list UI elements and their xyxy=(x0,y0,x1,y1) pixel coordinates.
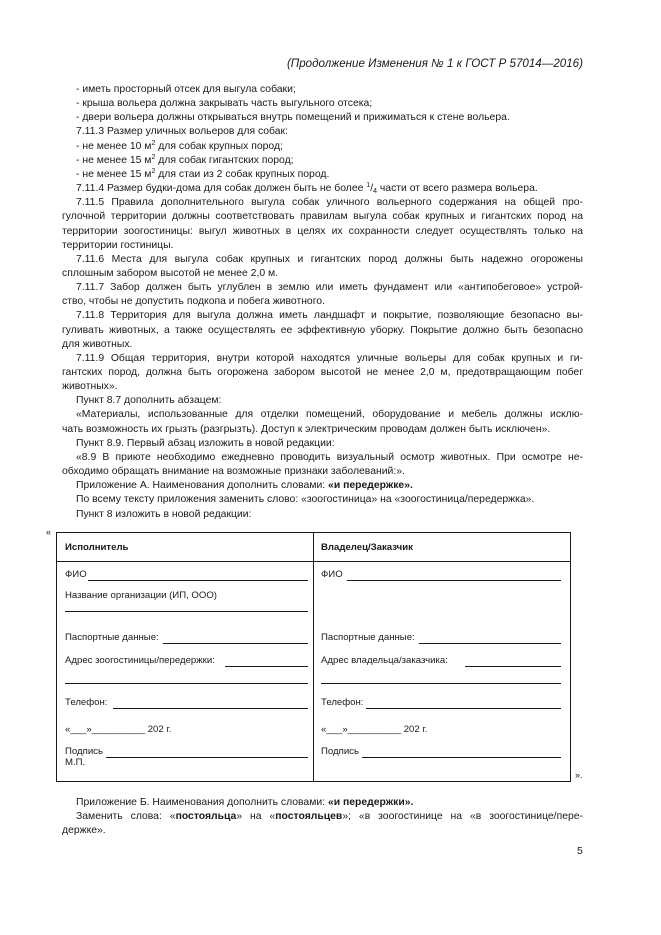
executor-date-field[interactable]: «___»__________ 202 г. xyxy=(65,724,172,735)
owner-address-label: Адрес владельца/заказчика: xyxy=(321,655,448,666)
clause-7-11-4: 7.11.4 Размер будки-дома для собак должен быть не более $^1/_4$ части от всего размера вольера. xyxy=(76,182,538,196)
text: » на « xyxy=(236,811,276,823)
column-divider xyxy=(313,533,314,781)
text: для стаи из 2 собак крупных пород. xyxy=(155,168,330,180)
text: части от всего размера вольера. xyxy=(376,183,538,195)
clause-7-11-5: 7.11.5 Правила дополнительного выгула собак уличного вольерного содержания на общей про- xyxy=(76,197,583,209)
list-item xyxy=(62,140,583,154)
owner-address-field[interactable] xyxy=(465,666,561,667)
owner-passport-label: Паспортные данные: xyxy=(321,632,415,643)
clause-7-11-6: 7.11.6 Места для выгула собак крупных и гигантских пород должны быть надежно огорожены xyxy=(76,253,583,265)
running-header: (Продолжение Изменения № 1 к ГОСТ Р 57014—2016) xyxy=(286,57,583,70)
amendment-8-7: Пункт 8.7 дополнить абзацем: xyxy=(76,395,222,407)
replace-words-line xyxy=(62,810,583,824)
text-line: территории гостиницы. xyxy=(62,239,174,251)
fraction-numerator: 1 xyxy=(366,182,371,190)
bold-text: постояльцев xyxy=(275,811,343,823)
contract-form-table xyxy=(56,532,571,782)
text: для собак гигантских пород; xyxy=(155,154,294,166)
clause-7-11-7: 7.11.7 Забор должен быть углублен в землю или иметь фундамент или «антипобеговое» устрой- xyxy=(76,282,583,294)
executor-phone-field[interactable] xyxy=(113,708,308,709)
owner-fio-label: ФИО xyxy=(321,569,343,580)
text-line: По всему тексту приложения заменить слово: «зоогостиница» на «зоогостиница/передержка». xyxy=(76,494,535,506)
executor-phone-label: Телефон: xyxy=(65,697,108,708)
quoted-text: «8.9 В приюте необходимо ежедневно проводить визуальный осмотр животных. При осмотре не- xyxy=(76,451,583,463)
text-line: гантских пород, должна быть огорожена забором высотой не менее 2,0 м, предотвращающим побег xyxy=(62,367,583,378)
executor-signature-label: Подпись xyxy=(65,746,103,757)
stamp-label: М.П. xyxy=(65,757,86,768)
appendix-a-amendment xyxy=(62,479,583,493)
owner-phone-label: Телефон: xyxy=(321,697,364,708)
executor-passport-field[interactable] xyxy=(163,643,308,644)
page-number: 5 xyxy=(577,846,583,857)
column-header-executor: Исполнитель xyxy=(65,542,129,553)
text-line: чать возможность их грызть (разгрызть). Доступ к электрическим проводам должен быть исключен». xyxy=(62,423,551,435)
executor-fio-label: ФИО xyxy=(65,569,87,580)
executor-address-label: Адрес зоогостиницы/передержки: xyxy=(65,655,215,666)
executor-org-field[interactable] xyxy=(65,611,308,612)
owner-fio-field[interactable] xyxy=(347,580,561,581)
body-text xyxy=(62,83,583,522)
owner-passport-field[interactable] xyxy=(419,643,561,644)
clause-7-11-3: 7.11.3 Размер уличных вольеров для собак: xyxy=(76,126,288,138)
executor-org-label: Название организации (ИП, ООО) xyxy=(65,590,218,601)
open-quote: « xyxy=(46,527,52,537)
executor-fio-field[interactable] xyxy=(88,580,308,581)
text-line: обходимо обращать внимание на возможные признаки заболеваний:». xyxy=(62,466,405,478)
superscript: 2 xyxy=(151,139,156,147)
text-line: территории зоогостиницы: выгул животных в целях их сохранности следует осуществлять только на xyxy=(62,225,583,237)
list-item xyxy=(62,168,583,182)
executor-address-field-2[interactable] xyxy=(65,683,308,684)
amendment-8-9: Пункт 8.9. Первый абзац изложить в новой редакции: xyxy=(76,437,335,449)
bold-text: «и передержке». xyxy=(328,480,413,492)
clause-7-11-9: 7.11.9 Общая территория, внутри которой находятся уличные вольеры для собак крупных и ги- xyxy=(76,352,583,364)
owner-signature-label: Подпись xyxy=(321,746,359,757)
quoted-text: «Материалы, использованные для отделки помещений, оборудование и мебель должны исклю- xyxy=(76,409,583,421)
text-line: держке». xyxy=(62,825,106,837)
text-line: гуливать животных, а также осуществлять ее эффективную уборку. Покрытие должно быть безопасно xyxy=(62,324,583,336)
executor-passport-label: Паспортные данные: xyxy=(65,632,159,643)
text: - не менее 10 м xyxy=(76,140,152,152)
bold-text: «и передержки». xyxy=(327,797,414,808)
list-item xyxy=(62,154,583,168)
text-line: животных». xyxy=(62,381,118,393)
executor-signature-field[interactable] xyxy=(106,757,308,758)
text-line: Пункт 8 изложить в новой редакции: xyxy=(76,508,252,520)
list-item: - двери вольера должны открываться внутрь помещений и прижиматься к стене вольера. xyxy=(76,112,510,124)
text: »; «в зоогостинице на «в зоогостинице/пере- xyxy=(342,811,583,823)
owner-address-field-2[interactable] xyxy=(321,683,561,684)
text-line: гулочной территории должны соответствовать правилам выгула собак крупных и гигантских пород на xyxy=(62,211,583,223)
text-line: ство, чтобы не допустить подкопа и побега животного. xyxy=(62,296,325,308)
text: Приложение А. Наименования дополнить словами: xyxy=(76,480,329,492)
text-line: для животных. xyxy=(62,338,133,350)
executor-address-field[interactable] xyxy=(225,666,308,667)
owner-phone-field[interactable] xyxy=(366,708,561,709)
superscript: 2 xyxy=(151,153,156,161)
text-line: сплошным забором высотой не менее 2,0 м. xyxy=(62,267,279,279)
fraction-denominator: 4 xyxy=(373,188,377,196)
clause-7-11-8: 7.11.8 Территория для выгула должна иметь ландшафт и покрытие, позволяющие безопасно вы- xyxy=(76,310,583,322)
list-item: - крыша вольера должна закрывать часть выгульного отсека; xyxy=(76,98,373,110)
superscript: 2 xyxy=(151,167,156,175)
appendix-b-amendment xyxy=(62,796,583,810)
text: - не менее 15 м xyxy=(76,154,152,166)
text: для собак крупных пород; xyxy=(155,140,283,152)
list-item: - иметь просторный отсек для выгула собаки; xyxy=(76,84,296,95)
owner-date-field[interactable]: «___»__________ 202 г. xyxy=(321,724,428,735)
column-header-owner: Владелец/Заказчик xyxy=(321,542,413,553)
bold-text: постояльца xyxy=(175,811,237,823)
text: Приложение Б. Наименования дополнить словами: xyxy=(76,797,328,808)
close-quote: ». xyxy=(575,770,583,780)
text: Заменить слова: « xyxy=(76,811,176,823)
appendix-b-text xyxy=(62,796,583,838)
text: 7.11.4 Размер будки-дома для собак должен быть не более xyxy=(76,183,367,195)
text: - не менее 15 м xyxy=(76,168,152,180)
owner-signature-field[interactable] xyxy=(362,757,561,758)
